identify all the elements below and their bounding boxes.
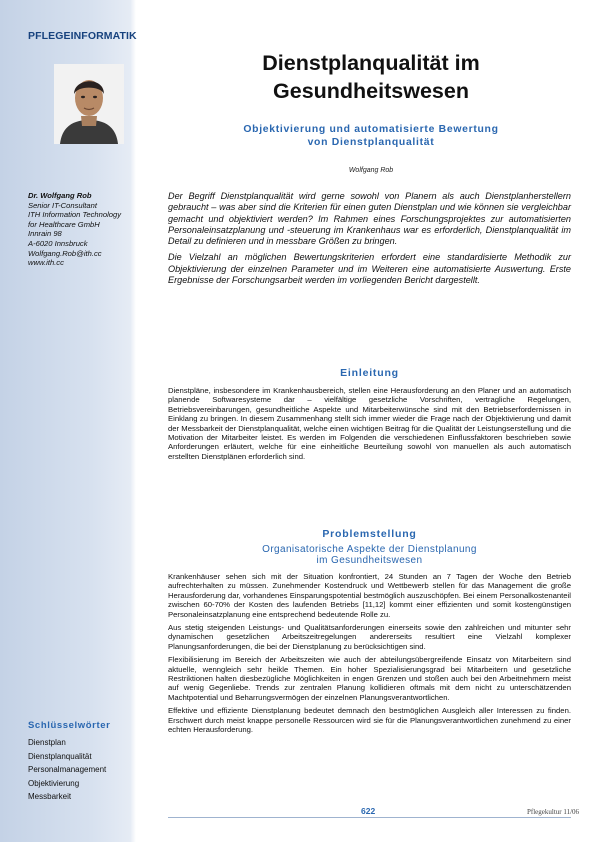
byline: Wolfgang Rob — [348, 167, 394, 174]
page-number: 622 — [358, 806, 378, 816]
keyword-item: Dienstplanqualität — [28, 751, 92, 761]
author-email[interactable]: Wolfgang.Rob@ith.cc — [28, 248, 102, 258]
sidebar-divider — [131, 0, 136, 842]
footer-rule — [168, 817, 571, 818]
keyword-item: Messbarkeit — [28, 792, 72, 801]
author-website[interactable]: www.ith.cc — [28, 258, 64, 268]
author-company-line1: ITH Information Technology — [28, 210, 122, 220]
section-problemstellung-body — [168, 572, 571, 735]
keyword-item: Dienstplan — [28, 738, 66, 747]
body-paragraph: Effektive und effiziente Dienstplanung bedeutet demnach den bestmöglichen Ausgleich aller Interessen zu finden. Erschwert durch meist knappe personelle Ressourcen wird sie für die Planungsverantwortlichen zunehmend zu einer echten Herausforderung. — [168, 706, 571, 735]
subsection-heading-line-1: Organisatorische Aspekte der Dienstplanung — [262, 544, 477, 555]
subtitle-line-1: Objektivierung und automatisierte Bewertung — [243, 124, 499, 135]
body-paragraph: Aus stetig steigenden Leistungs- und Qualitätsanforderungen einerseits sowie den zahlreichen und mitunter sehr dynamischen gesetzlichen Arbeitszeitregelungen andererseits resultiert eine Vielzahl komplexer Planungsanforderungen, die bei der Dienstplanung zu berücksichtigen sind. — [168, 623, 571, 651]
article-subtitle — [168, 123, 574, 149]
author-name: Dr. Wolfgang Rob — [28, 191, 92, 200]
keywords-list — [28, 736, 138, 804]
journal-reference: Pflegekultur 11/06 — [527, 808, 580, 816]
section-einleitung-body — [168, 386, 571, 461]
author-photo — [54, 64, 124, 144]
author-city: A-6020 Innsbruck — [28, 238, 88, 248]
body-paragraph: Krankenhäuser sehen sich mit der Situation konfrontiert, 24 Stunden an 7 Tagen der Woche den Betrieb aufrechterhalten zu müssen. Zunehmender Kostendruck und Wettbewerb stellen für das Management die große Herausforderung dar, vorhandenes Einsparungspotential bestmöglich auszuschöpfen. Bei einem Personalkostenanteil zwischen 60-70% der Kosten des laufenden Betriebs [11,12] kommt einer effizienten und somit kostengünstigen Personaleinsatzplanung eine entsprechend bedeutende Rolle zu. — [168, 572, 571, 619]
section-heading-einleitung: Einleitung — [340, 367, 399, 379]
section-heading-problemstellung: Problemstellung — [322, 528, 417, 540]
author-info — [28, 191, 146, 268]
abstract-paragraph: Der Begriff Dienstplanqualität wird gerne sowohl von Planern als auch Dienstplanherstellern gebraucht – was aber sind die Kriterien für einen guten Dienstplan und wie können sie vergleichbar gemacht und objektiviert werden? Im Rahmen eines Forschungsprojektes zur automatisierten Personaleinsatzplanung und -steuerung im Krankenhaus war es erforderlich, Dienstplanqualität im Detail zu definieren und in messbare Größen zu bringen. — [168, 191, 571, 246]
subsection-heading-line-2: im Gesundheitswesen — [316, 554, 423, 566]
keyword-item: Personalmanagement — [28, 765, 107, 774]
keywords-box — [28, 720, 138, 804]
author-position: Senior IT-Consultant — [28, 200, 97, 210]
author-street: Innrain 98 — [28, 229, 62, 239]
author-portrait-image — [54, 64, 124, 144]
author-company-line2: for Healthcare GmbH — [28, 219, 100, 229]
abstract — [168, 191, 571, 286]
section-label: PFLEGEINFORMATIK — [28, 30, 137, 42]
body-paragraph: Dienstpläne, insbesondere im Krankenhausbereich, stellen eine Herausforderung an den Planer und an automatisch planende Softwaresysteme dar – vielfältige gesetzliche Vorschriften, vertragliche Regelungen, Betriebsvereinbarungen, gesundheitliche Aspekte und Mitarbeiterwünsche sind mit den Betriebserfordernissen in Einklang zu bringen. In diesem Zusammenhang stellt sich immer wieder die Frage nach der Objektivierung und damit der Messbarkeit der Dienstplanqualität, welche einen wichtigen Beitrag für die Qualität der Leistungserstellung und die Motivation der Mitarbeiter leistet. Es werden im Folgenden die verschiedenen Einflussfaktoren beschrieben sowie Anforderungen erläutert, welche für eine einheitliche Beurteilung sowohl von manuellen als auch automatisch erstellten Dienstplänen erforderlich sind. — [168, 386, 571, 461]
body-paragraph: Flexibilisierung im Bereich der Arbeitszeiten wie auch der abteilungsübergreifende Einsatz von Mitarbeitern sind aktuelle, wenngleich sehr heikle Themen. Ein hoher Spezialisierungsgrad bei Mitarbeitern und gesetzliche Restriktionen halten diesbezügliche Möglichkeiten in engen Grenzen und stoßen auch bei den Arbeitnehmern meist auf wenig Gegenliebe. Trends zur zentralen Planung kollidieren oftmals mit dem nicht zu unterschätzenden Machtpotential und Beharrungsvermögen der einzelnen Planungsverantwortlichen. — [168, 655, 571, 702]
keyword-item: Objektivierung — [28, 778, 80, 788]
article-title: Dienstplanqualität im Gesundheitswesen — [262, 51, 480, 103]
abstract-paragraph: Die Vielzahl an möglichen Bewertungskriterien erfordert eine standardisierte Methodik zur Objektivierung der einzelnen Parameter und im Weiteren eine automatisierte Auswertung. Erste Ergebnisse der Forschungsarbeit werden im vorliegenden Bericht dargestellt. — [168, 252, 571, 285]
keywords-title: Schlüsselwörter — [28, 720, 111, 731]
subtitle-line-2: von Dienstplanqualität — [307, 137, 435, 148]
subsection-heading — [168, 545, 571, 566]
